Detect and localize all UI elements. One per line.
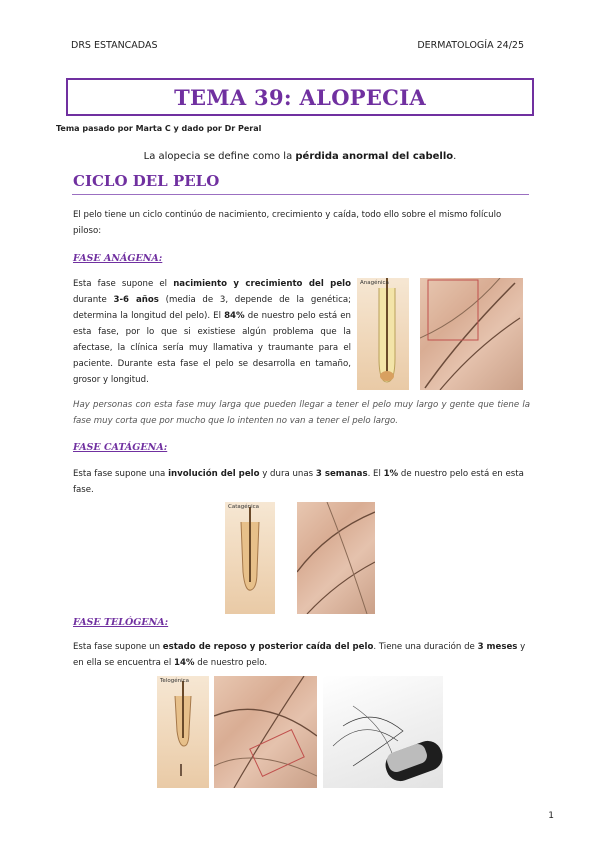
- telogena-diagram-label: Telogénica: [160, 678, 189, 684]
- page-title: TEMA 39: ALOPECIA: [174, 84, 426, 110]
- section-divider: [72, 194, 529, 195]
- anagena-b1: nacimiento y crecimiento del pelo: [173, 279, 351, 289]
- catagena-b2: 3 semanas: [315, 469, 368, 479]
- catagena-diagram: [225, 502, 275, 614]
- telogena-diagram: [157, 676, 209, 788]
- anagena-diagram: [357, 278, 409, 390]
- credit-line: Tema pasado por Marta C y dado por Dr Peral: [56, 124, 262, 133]
- catagena-photo: [297, 502, 375, 614]
- telogena-t1: Esta fase supone un: [73, 642, 163, 652]
- anagena-t4: de nuestro pelo está en esta fase, por lo que si existiese algún problema que la afectase, la clínica sería muy llamativa y traumante para el paciente. Durante esta fase el pelo se desarrolla en tamaño, grosor y longitud.: [73, 311, 351, 385]
- definition-bold: pérdida anormal del cabello: [295, 151, 454, 162]
- anagena-t1: Esta fase supone el: [73, 279, 174, 289]
- telogena-photo: [214, 676, 317, 788]
- anagena-heading: FASE ANÁGENA:: [73, 253, 163, 264]
- telogena-t3: y en ella se encuentra el: [73, 642, 526, 668]
- telogena-t2: . Tiene una duración de: [373, 642, 478, 652]
- hair-photo-icon: [214, 676, 317, 788]
- hair-photo-icon: [297, 502, 375, 614]
- hairbrush-photo: [323, 676, 443, 788]
- anagena-t2: durante: [73, 295, 114, 305]
- telogena-heading: FASE TELÓGENA:: [73, 617, 169, 628]
- anagena-note: Hay personas con esta fase muy larga que pueden llegar a tener el pelo muy largo y gente que tiene la fase muy corta que por mucho que lo intenten no van a tener el pelo largo.: [73, 400, 530, 426]
- catagena-t2: y dura unas: [259, 469, 316, 479]
- definition-pre: La alopecia se define como la: [143, 151, 296, 162]
- anagena-photo: [420, 278, 523, 390]
- catagena-t4: de nuestro pelo está en esta fase.: [73, 469, 524, 495]
- catagena-diagram-label: Catagénica: [228, 504, 260, 510]
- follicle-telogen-icon: [157, 676, 209, 788]
- section-intro: El pelo tiene un ciclo continúo de nacimiento, crecimiento y caída, todo ello sobre el mismo folículo piloso:: [73, 210, 502, 236]
- telogena-b3: 14%: [173, 658, 195, 668]
- header-left: DRS ESTANCADAS: [71, 40, 158, 51]
- catagena-t3: . El: [367, 469, 384, 479]
- hair-photo-icon: [420, 278, 523, 390]
- catagena-t1: Esta fase supone una: [73, 469, 169, 479]
- definition: [0, 151, 600, 162]
- hairbrush-icon: [323, 676, 443, 788]
- header-right: DERMATOLOGÍA 24/25: [417, 40, 524, 51]
- anagena-b3: 84%: [224, 311, 245, 321]
- telogena-b1: estado de reposo y posterior caída del pelo: [162, 642, 374, 652]
- anagena-paragraph: [73, 276, 351, 388]
- anagena-diagram-label: Anagénica: [360, 280, 389, 286]
- anagena-b2: 3-6 años: [113, 295, 159, 305]
- page-number: 1: [548, 811, 554, 821]
- telogena-paragraph: [73, 639, 533, 671]
- catagena-b3: 1%: [383, 469, 399, 479]
- catagena-heading: FASE CATÁGENA:: [73, 442, 168, 453]
- follicle-catagen-icon: [225, 502, 275, 614]
- catagena-b1: involución del pelo: [168, 469, 260, 479]
- catagena-paragraph: [73, 466, 530, 498]
- anagena-t3: (media de 3, depende de la genética; determina la longitud del pelo). El: [73, 295, 351, 321]
- section-heading: CICLO DEL PELO: [73, 172, 220, 190]
- telogena-t4: de nuestro pelo.: [194, 658, 268, 668]
- definition-post: .: [453, 151, 457, 162]
- follicle-anagen-icon: [357, 278, 409, 390]
- telogena-b2: 3 meses: [477, 642, 518, 652]
- title-box: [66, 78, 534, 116]
